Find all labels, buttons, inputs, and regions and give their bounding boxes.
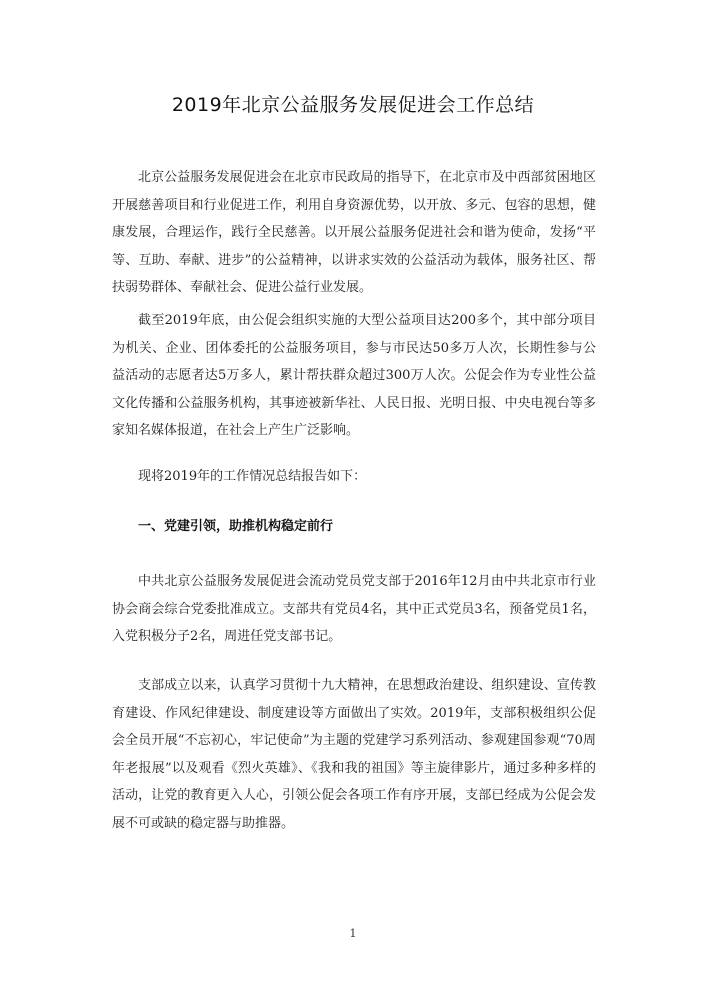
intro-paragraph-2: 截至2019年底，由公促会组织实施的大型公益项目达200多个，其中部分项目为机关、企业、团体委托的公益服务项目，参与市民达50多万人次，长期性参与公益活动的志愿者达5万多人，累计帮扶群众超过300万人次。公促会作为专业性公益文化传播和公益服务机构，其事迹被新华社、人民日报、光明日报、中央电视台等多家知名媒体报道，在社会上产生广泛影响。 [112, 313, 596, 438]
intro-paragraph-1: 北京公益服务发展促进会在北京市民政局的指导下，在北京市及中西部贫困地区开展慈善项目和行业促进工作，利用自身资源优势，以开放、多元、包容的思想，健康发展，合理运作，践行全民慈善。以开展公益服务促进社会和谐为使命，发扬“平等、互助、奉献、进步”的公益精神，以讲求实效的公益活动为载体，服务社区、帮扶弱势群体、奉献社会、促进公益行业发展。 [112, 170, 596, 295]
section-heading: 一、党建引领，助推机构稳定前行 [138, 519, 334, 534]
section-paragraph-2: 支部成立以来，认真学习贯彻十九大精神，在思想政治建设、组织建设、宣传教育建设、作风纪律建设、制度建设等方面做出了实效。2019年，支部积极组织公促会全员开展“不忘初心，牢记使命”为主题的党建学习系列活动、参观建国参观“70周年老报展”以及观看《烈火英雄》、《我和我的祖国》等主旋律影片，通过多种多样的活动，让党的教育更入人心，引领公促会各项工作有序开展，支部已经成为公促会发展不可或缺的稳定器与助推器。 [112, 678, 596, 831]
document-title: 2019年北京公益服务发展促进会工作总结 [171, 94, 535, 116]
page-number: 1 [349, 927, 357, 940]
section-paragraph-1: 中共北京公益服务发展促进会流动党员党支部于2016年12月由中共北京市行业协会商会综合党委批准成立。支部共有党员4名，其中正式党员3名，预备党员1名，入党积极分子2名，周进任党支部书记。 [112, 574, 596, 644]
intro-paragraph-3: 现将2019年的工作情况总结报告如下： [138, 469, 367, 484]
